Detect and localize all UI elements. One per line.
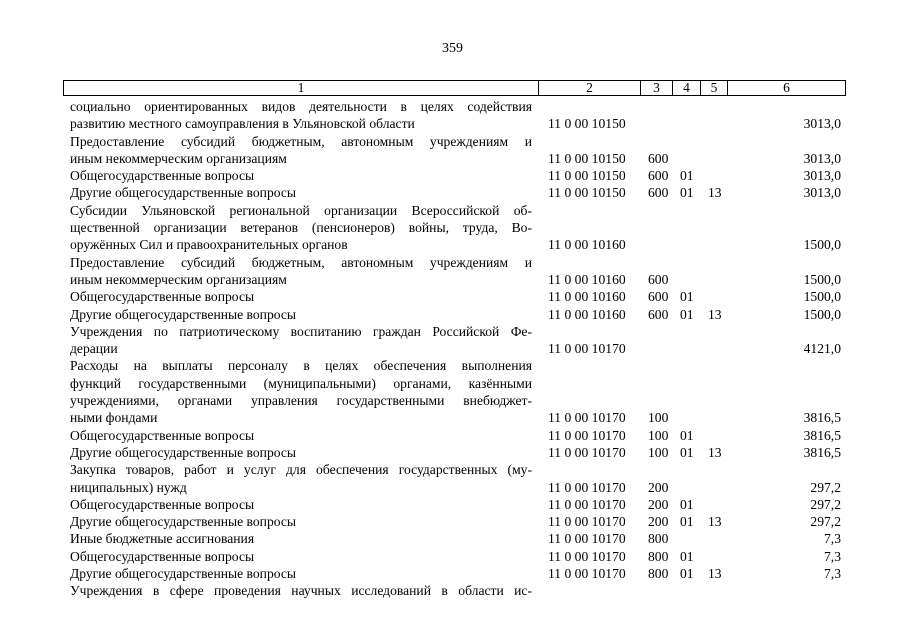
amount: 3816,5 <box>803 427 841 443</box>
header-col-2: 2 <box>539 81 641 95</box>
description-line: Общегосударственные вопросы <box>70 168 255 184</box>
amount: 3013,0 <box>803 150 841 166</box>
expense-type: 100 <box>648 410 669 426</box>
section: 01 <box>680 496 694 512</box>
subsection: 13 <box>708 185 722 201</box>
table-row <box>0 582 905 599</box>
description-line: Общегосударственные вопросы <box>70 289 255 305</box>
target-code: 11 0 00 10160 <box>548 237 626 253</box>
header-col-5: 5 <box>701 81 728 95</box>
section: 01 <box>680 168 694 184</box>
section: 01 <box>680 548 694 564</box>
expense-type: 600 <box>648 306 669 322</box>
subsection: 13 <box>708 566 722 582</box>
target-code: 11 0 00 10170 <box>548 531 626 547</box>
target-code: 11 0 00 10160 <box>548 289 626 305</box>
header-col-3: 3 <box>641 81 673 95</box>
target-code: 11 0 00 10170 <box>548 427 626 443</box>
row-description <box>70 582 532 599</box>
amount: 3816,5 <box>803 444 841 460</box>
row-description <box>70 548 532 565</box>
description-line: социально ориентированных видов деятельности в целях содействия <box>70 99 532 114</box>
target-code: 11 0 00 10150 <box>548 185 626 201</box>
header-col-4: 4 <box>673 81 701 95</box>
table-row <box>0 357 905 426</box>
target-code: 11 0 00 10170 <box>548 566 626 582</box>
description-line: Учреждения в сфере проведения научных исследований в области ис- <box>70 583 532 599</box>
subsection: 13 <box>708 306 722 322</box>
section: 01 <box>680 306 694 322</box>
expense-type: 600 <box>648 185 669 201</box>
row-description <box>70 530 532 547</box>
target-code: 11 0 00 10150 <box>548 168 626 184</box>
description-line: иным некоммерческим организациям <box>70 150 287 166</box>
target-code: 11 0 00 10170 <box>548 479 626 495</box>
amount: 1500,0 <box>803 237 841 253</box>
table-row <box>0 202 905 254</box>
target-code: 11 0 00 10160 <box>548 271 626 287</box>
description-line: иным некоммерческим организациям <box>70 271 287 287</box>
amount: 297,2 <box>810 496 841 512</box>
expense-type: 800 <box>648 548 669 564</box>
table-row <box>0 444 905 461</box>
header-col-1: 1 <box>64 81 539 95</box>
row-description <box>70 427 532 444</box>
table-row <box>0 167 905 184</box>
row-description <box>70 444 532 461</box>
description-line: Другие общегосударственные вопросы <box>70 566 297 582</box>
expense-type: 800 <box>648 531 669 547</box>
amount: 1500,0 <box>803 306 841 322</box>
table-row <box>0 184 905 201</box>
section: 01 <box>680 514 694 530</box>
amount: 7,3 <box>824 566 841 582</box>
target-code: 11 0 00 10170 <box>548 548 626 564</box>
amount: 3013,0 <box>803 168 841 184</box>
amount: 7,3 <box>824 548 841 564</box>
table-row <box>0 565 905 582</box>
table-row <box>0 548 905 565</box>
amount: 4121,0 <box>803 341 841 357</box>
table-row <box>0 98 905 133</box>
table-row <box>0 133 905 168</box>
target-code: 11 0 00 10170 <box>548 410 626 426</box>
section: 01 <box>680 444 694 460</box>
expense-type: 200 <box>648 479 669 495</box>
description-line: Общегосударственные вопросы <box>70 548 255 564</box>
row-description <box>70 565 532 582</box>
section: 01 <box>680 566 694 582</box>
row-description <box>70 254 532 289</box>
expense-type: 600 <box>648 150 669 166</box>
description-line: функций государственными (муниципальными) органами, казёнными <box>70 375 532 391</box>
description-line: щественной организации ветеранов (пенсионеров) войны, труда, Во- <box>70 220 532 236</box>
row-description <box>70 357 532 426</box>
row-description <box>70 184 532 201</box>
table-row <box>0 530 905 547</box>
description-line: Предоставление субсидий бюджетным, автономным учреждениям и <box>70 133 532 149</box>
row-description <box>70 98 532 133</box>
expense-type: 600 <box>648 168 669 184</box>
table-row <box>0 254 905 289</box>
row-description <box>70 202 532 254</box>
amount: 1500,0 <box>803 289 841 305</box>
table-row <box>0 461 905 496</box>
description-line: Субсидии Ульяновской региональной организации Всероссийской об- <box>70 202 532 218</box>
amount: 7,3 <box>824 531 841 547</box>
expense-type: 800 <box>648 566 669 582</box>
description-line: развитию местного самоуправления в Ульяновской области <box>70 116 415 132</box>
subsection: 13 <box>708 444 722 460</box>
row-description <box>70 288 532 305</box>
target-code: 11 0 00 10170 <box>548 444 626 460</box>
description-line: Учреждения по патриотическому воспитанию граждан Российской Фе- <box>70 323 532 339</box>
description-line: Иные бюджетные ассигнования <box>70 531 255 547</box>
section: 01 <box>680 185 694 201</box>
row-description <box>70 306 532 323</box>
table-row <box>0 427 905 444</box>
amount: 3816,5 <box>803 410 841 426</box>
expense-type: 100 <box>648 427 669 443</box>
description-line: Другие общегосударственные вопросы <box>70 306 297 322</box>
table-body <box>0 98 905 600</box>
description-line: Другие общегосударственные вопросы <box>70 185 297 201</box>
amount: 297,2 <box>810 514 841 530</box>
amount: 3013,0 <box>803 185 841 201</box>
amount: 3013,0 <box>803 116 841 132</box>
table-row <box>0 306 905 323</box>
section: 01 <box>680 427 694 443</box>
target-code: 11 0 00 10150 <box>548 116 626 132</box>
description-line: Расходы на выплаты персоналу в целях обеспечения выполнения <box>70 358 532 374</box>
header-col-6: 6 <box>783 80 790 95</box>
description-line: дерации <box>70 341 118 357</box>
description-line: Общегосударственные вопросы <box>70 427 255 443</box>
amount: 297,2 <box>810 479 841 495</box>
expense-type: 200 <box>648 496 669 512</box>
table-header <box>63 80 846 96</box>
description-line: Другие общегосударственные вопросы <box>70 514 297 530</box>
table-row <box>0 496 905 513</box>
description-line: ными фондами <box>70 410 158 426</box>
description-line: Другие общегосударственные вопросы <box>70 444 297 460</box>
table-row <box>0 323 905 358</box>
row-description <box>70 461 532 496</box>
target-code: 11 0 00 10160 <box>548 306 626 322</box>
expense-type: 600 <box>648 271 669 287</box>
description-line: Закупка товаров, работ и услуг для обеспечения государственных (му- <box>70 462 532 478</box>
expense-type: 200 <box>648 514 669 530</box>
table-row <box>0 288 905 305</box>
description-line: ниципальных) нужд <box>70 479 187 495</box>
row-description <box>70 513 532 530</box>
amount: 1500,0 <box>803 271 841 287</box>
description-line: Общегосударственные вопросы <box>70 496 255 512</box>
target-code: 11 0 00 10170 <box>548 514 626 530</box>
expense-type: 600 <box>648 289 669 305</box>
page-number: 359 <box>442 41 463 56</box>
subsection: 13 <box>708 514 722 530</box>
target-code: 11 0 00 10170 <box>548 496 626 512</box>
row-description <box>70 167 532 184</box>
row-description <box>70 496 532 513</box>
description-line: Предоставление субсидий бюджетным, автономным учреждениям и <box>70 254 532 270</box>
row-description <box>70 323 532 358</box>
expense-type: 100 <box>648 444 669 460</box>
target-code: 11 0 00 10170 <box>548 341 626 357</box>
section: 01 <box>680 289 694 305</box>
row-description <box>70 133 532 168</box>
description-line: оружённых Сил и правоохранительных органов <box>70 237 348 253</box>
table-row <box>0 513 905 530</box>
description-line: учреждениями, органами управления государственными внебюджет- <box>70 393 532 409</box>
target-code: 11 0 00 10150 <box>548 150 626 166</box>
